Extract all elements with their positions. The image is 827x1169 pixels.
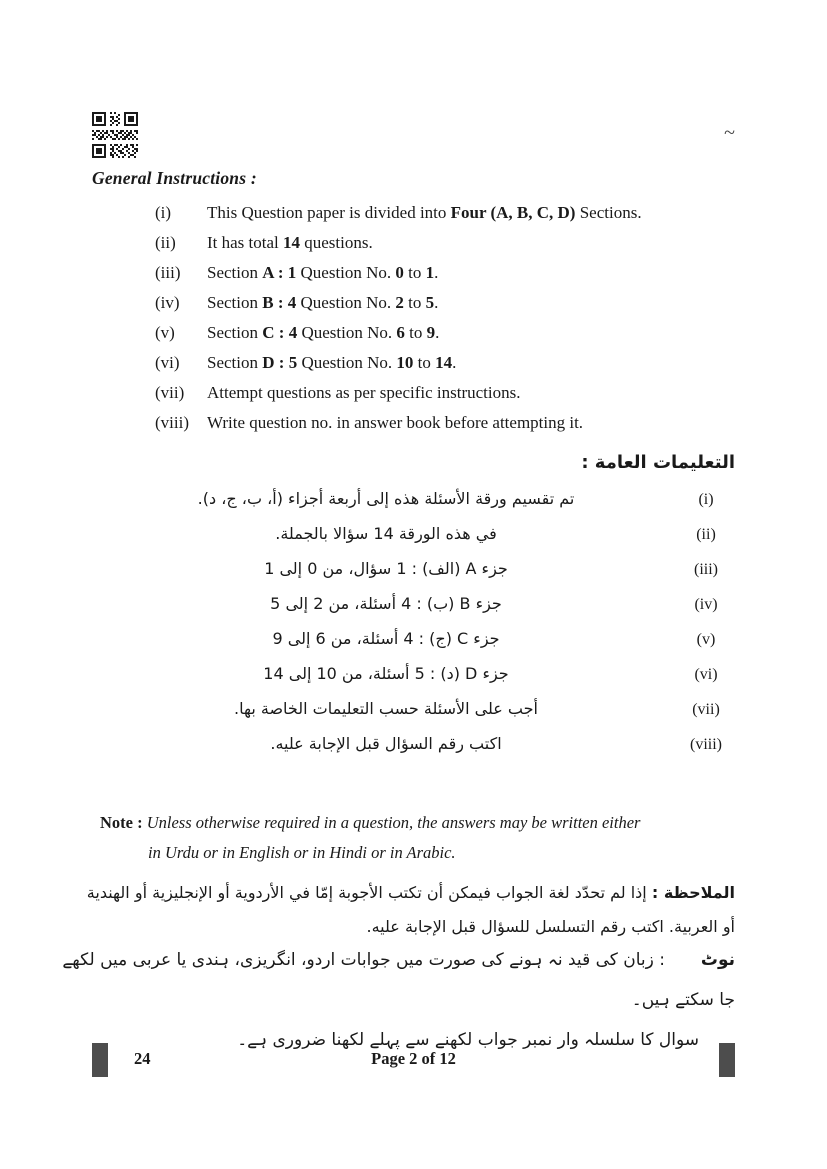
instruction-text-bold: 14 [435, 353, 453, 372]
arabic-instruction-number: (vii) [692, 701, 720, 718]
instruction-text-part: Section [207, 323, 263, 342]
note-arabic-label: الملاحظة : [651, 883, 735, 902]
note-urdu [45, 940, 735, 1060]
arabic-instruction-item [95, 692, 735, 727]
instruction-text-part: . [452, 353, 457, 372]
instruction-text [207, 258, 775, 288]
instruction-number: (v) [155, 323, 175, 342]
arabic-instruction-number: (viii) [690, 736, 722, 753]
note-urdu-label: نوٹ [700, 950, 735, 970]
instruction-text-part: to [404, 323, 427, 342]
arabic-instruction-text: جزء C (ج) : 4 أسئلة، من 6 إلى 9 [272, 629, 500, 648]
instruction-text-bold: 5 [425, 293, 435, 312]
arabic-instruction-number: (v) [696, 631, 716, 648]
instruction-text [207, 288, 775, 318]
instruction-item [155, 408, 775, 438]
arabic-instructions-list [95, 482, 735, 762]
instruction-text-part: to [413, 353, 436, 372]
page-footer [92, 1043, 735, 1077]
instruction-text [207, 198, 775, 228]
instruction-text-bold: 10 [396, 353, 414, 372]
instruction-number: (vi) [155, 353, 180, 372]
instruction-text-bold: A : 1 [262, 263, 297, 282]
instruction-number: (i) [155, 203, 172, 222]
instruction-text-part: Section [207, 293, 263, 312]
note-english-line2: in Urdu or in English or in Hindi or in Arabic. [148, 843, 456, 862]
arabic-instruction-text: جزء A (الف) : 1 سؤال، من 0 إلى 1 [264, 559, 508, 578]
instruction-number: (iii) [155, 263, 181, 282]
instruction-text-part: Section [207, 353, 263, 372]
arabic-instruction-number: (vi) [694, 666, 718, 683]
instruction-text-bold: 6 [396, 323, 405, 342]
arabic-instruction-item [95, 482, 735, 517]
instruction-text: Write question no. in answer book before attempting it. [207, 413, 584, 432]
instruction-text [207, 318, 775, 348]
note-english-label: Note : [100, 813, 147, 832]
instruction-text-bold: C : 4 [262, 323, 298, 342]
instruction-item [155, 258, 775, 288]
instruction-item [155, 198, 775, 228]
arabic-instruction-number: (iv) [694, 596, 718, 613]
instruction-text-part: Sections. [575, 203, 642, 222]
arabic-instruction-item [95, 657, 735, 692]
instruction-text-part: questions. [300, 233, 373, 252]
instruction-text-part: Question No. [297, 323, 397, 342]
arabic-instruction-item [95, 622, 735, 657]
arabic-instructions-title: التعليمات العامة : [581, 452, 735, 473]
general-instructions-title: General Instructions : [92, 168, 257, 188]
arabic-instruction-item [95, 727, 735, 762]
note-english [100, 808, 748, 868]
arabic-instruction-text: اكتب رقم السؤال قبل الإجابة عليه. [270, 734, 502, 753]
instruction-text-bold: 14 [283, 233, 301, 252]
general-instructions-list [155, 198, 775, 438]
instruction-text: Attempt questions as per specific instructions. [207, 383, 521, 402]
note-arabic-line1: إذا لم تحدّد لغة الجواب فيمكن أن تكتب الأجوبة إمّا في الأردوية أو الإنجليزية [152, 883, 647, 902]
arabic-instruction-text: أجب على الأسئلة حسب التعليمات الخاصة بها. [234, 699, 538, 718]
instruction-text-part: This Question paper is divided into [207, 203, 451, 222]
footer-mark-right [719, 1043, 735, 1077]
instruction-item [155, 318, 775, 348]
instruction-item [155, 288, 775, 318]
instruction-text [207, 348, 775, 378]
note-urdu-line1: : زبان کی قید نہ ہونے کی صورت میں جوابات اردو، انگریزی، ہندی یا عربی میں لکھے جا سکتے ہیں۔ [62, 950, 735, 1010]
note-urdu-line2: سوال کا سلسلہ وار نمبر جواب لکھنے سے پہلے لکھنا ضروری ہے۔ [237, 1030, 699, 1050]
arabic-instruction-text: تم تقسيم ورقة الأسئلة هذه إلى أربعة أجزاء (أ، ب، ج، د). [197, 489, 575, 508]
instruction-text-part: Question No. [296, 263, 396, 282]
instruction-item [155, 228, 775, 258]
instruction-text-bold: B : 4 [262, 293, 297, 312]
instruction-text-part: Section [207, 263, 263, 282]
note-arabic [75, 876, 735, 944]
instruction-text-bold: 1 [425, 263, 435, 282]
instruction-text-bold: D : 5 [262, 353, 298, 372]
instruction-number: (viii) [155, 413, 189, 432]
qr-code-icon [92, 112, 138, 158]
paper-code: 24 [134, 1049, 151, 1068]
instruction-number: (iv) [155, 293, 180, 312]
instruction-text-part: Question No. [296, 293, 396, 312]
instruction-text [207, 228, 775, 258]
instruction-text-bold: 9 [426, 323, 436, 342]
instruction-item [155, 378, 775, 408]
instruction-text-bold: 2 [395, 293, 404, 312]
arabic-instruction-number: (iii) [694, 561, 718, 578]
arabic-instruction-text: في هذه الورقة 14 سؤالا بالجملة. [275, 524, 497, 543]
instruction-number: (vii) [155, 383, 185, 402]
instruction-text-part: to [403, 293, 426, 312]
arabic-instruction-item [95, 517, 735, 552]
instruction-text-part: . [435, 323, 440, 342]
page-number-label: Page 2 of 12 [371, 1049, 456, 1068]
arabic-instruction-number: (ii) [696, 526, 716, 543]
arabic-instruction-text: جزء B (ب) : 4 أسئلة، من 2 إلى 5 [270, 594, 502, 613]
arabic-instruction-number: (i) [698, 491, 714, 508]
arabic-instruction-item [95, 587, 735, 622]
arabic-instruction-item [95, 552, 735, 587]
instruction-text-part: . [434, 293, 439, 312]
instruction-text-bold: Four (A, B, C, D) [450, 203, 576, 222]
instruction-text-part: Question No. [297, 353, 397, 372]
note-arabic-line2: أو الهندية أو العربية. اكتب رقم التسلسل للسؤال قبل الإجابة عليه. [86, 883, 735, 936]
instruction-text-bold: 0 [395, 263, 404, 282]
instruction-text-part: It has total [207, 233, 284, 252]
instruction-text-part: . [434, 263, 439, 282]
instruction-number: (ii) [155, 233, 176, 252]
tilde-mark: ~ [724, 122, 735, 144]
arabic-instruction-text: جزء D (د) : 5 أسئلة، من 10 إلى 14 [263, 664, 509, 683]
note-english-line1: Unless otherwise required in a question, the answers may be written either [146, 813, 641, 832]
instruction-text-part: to [403, 263, 426, 282]
instruction-item [155, 348, 775, 378]
